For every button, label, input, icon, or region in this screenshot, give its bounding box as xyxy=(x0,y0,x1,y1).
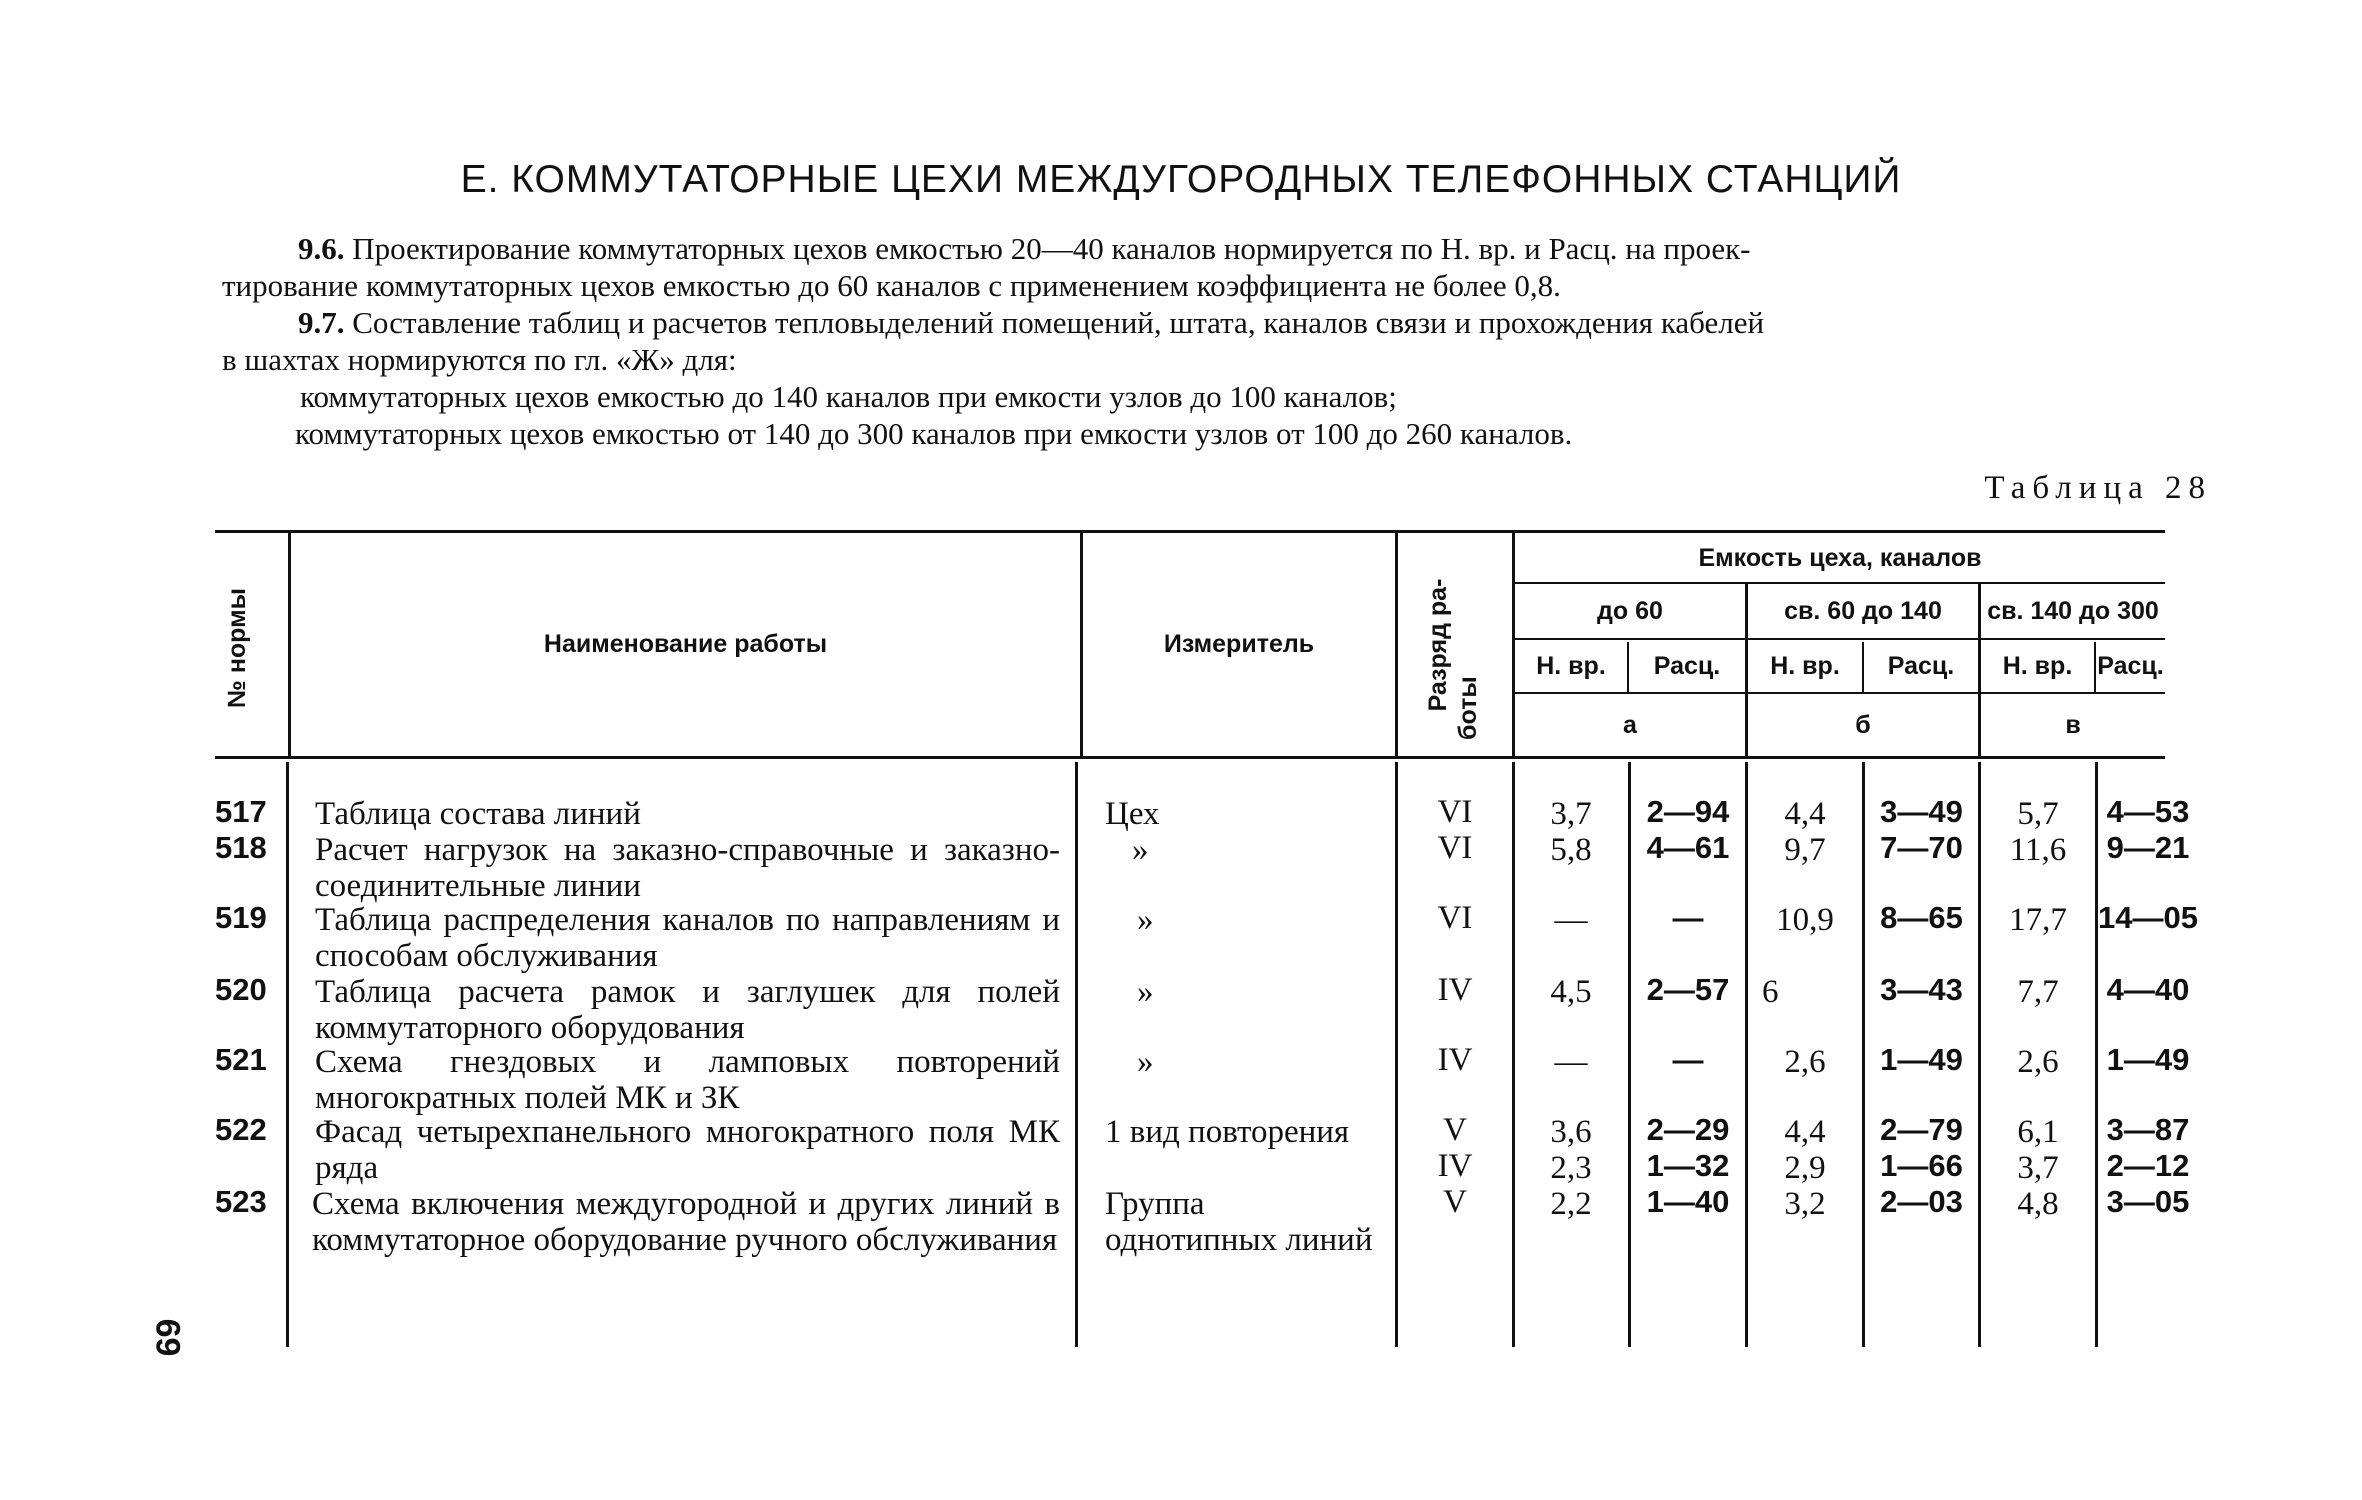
row-measure: » xyxy=(1137,1044,1154,1080)
row-c-nvr: 5,7 xyxy=(2017,796,2059,832)
para-9-7-line4: коммутаторных цехов емкостью от 140 до 300 каналов при емкости узлов от 100 до 260 каналов. xyxy=(295,416,1573,451)
para-9-7-line1 xyxy=(298,304,1764,341)
row-a-nvr: 3,6 xyxy=(1550,1114,1592,1150)
row-c-rasc-2: 2—12 xyxy=(2106,1148,2190,1183)
header-group-a: до 60 xyxy=(1597,596,1663,625)
row-a-nvr: 3,7 xyxy=(1550,796,1592,832)
row-c-rasc: 3—05 xyxy=(2106,1184,2190,1219)
row-grade: VI xyxy=(1437,830,1473,866)
row-a-rasc: 4—61 xyxy=(1646,830,1730,865)
header-a-rasc: Расц. xyxy=(1653,651,1721,680)
row-a-nvr: 4,5 xyxy=(1550,974,1592,1010)
header-letter-c: в xyxy=(2065,710,2081,739)
row-grade: V xyxy=(1443,1112,1467,1148)
row-measure: 1 вид повторения xyxy=(1105,1114,1350,1150)
para-9-7-number: 9.7. xyxy=(298,305,345,340)
header-work-name: Наименование работы xyxy=(543,630,828,658)
row-b-nvr: 9,7 xyxy=(1784,832,1826,868)
row-c-rasc: 4—53 xyxy=(2106,794,2190,829)
para-9-6-line2: тирование коммутаторных цехов емкостью до 60 каналов с применением коэффициента не более 0,8. xyxy=(222,268,1561,303)
row-a-rasc: 1—40 xyxy=(1646,1184,1730,1219)
hdr-vline-3 xyxy=(1395,533,1398,756)
para-9-6-number: 9.6. xyxy=(298,231,345,266)
row-a-rasc: — xyxy=(1672,900,1704,935)
row-c-nvr: 7,7 xyxy=(2017,974,2059,1010)
header-group-b: св. 60 до 140 xyxy=(1784,596,1942,625)
row-a-rasc: 2—94 xyxy=(1646,794,1730,829)
row-b-rasc-2: 1—66 xyxy=(1880,1148,1963,1183)
row-norm: 520 xyxy=(215,972,267,1007)
row-c-nvr: 17,7 xyxy=(2009,902,2067,938)
row-c-rasc: 9—21 xyxy=(2106,830,2190,865)
row-grade: IV xyxy=(1437,972,1473,1008)
para-9-7-line3: коммутаторных цехов емкостью до 140 каналов при емкости узлов до 100 каналов; xyxy=(300,379,1397,414)
row-b-rasc: 2—79 xyxy=(1880,1112,1963,1147)
row-b-rasc: 3—49 xyxy=(1880,794,1963,829)
header-letter-a: а xyxy=(1623,710,1637,739)
row-b-nvr: 4,4 xyxy=(1784,1114,1826,1150)
row-norm: 521 xyxy=(215,1042,267,1077)
section-heading: Е. КОММУТАТОРНЫЕ ЦЕХИ МЕЖДУГОРОДНЫХ ТЕЛЕФОННЫХ СТАНЦИЙ xyxy=(460,158,1902,201)
row-measure: Группа однотипных линий xyxy=(1105,1186,1373,1258)
row-grade: V xyxy=(1443,1184,1467,1220)
row-a-nvr: — xyxy=(1554,902,1588,938)
row-b-nvr-2: 2,9 xyxy=(1784,1150,1826,1186)
row-c-nvr: 4,8 xyxy=(2017,1186,2059,1222)
row-grade: IV xyxy=(1437,1042,1473,1078)
row-b-nvr: 2,6 xyxy=(1784,1044,1826,1080)
header-grade-line1: Разряд ра- xyxy=(1424,578,1452,712)
row-a-nvr-2: 2,3 xyxy=(1550,1150,1592,1186)
row-b-nvr: 6 xyxy=(1762,974,1779,1010)
row-a-nvr: 2,2 xyxy=(1550,1186,1592,1222)
row-work: Расчет нагрузок на заказно-справочные и заказно-соединительные линии xyxy=(315,832,1060,904)
row-a-nvr: — xyxy=(1554,1044,1588,1080)
row-b-rasc: 3—43 xyxy=(1880,972,1963,1007)
row-b-rasc: 8—65 xyxy=(1880,900,1963,935)
row-c-nvr: 11,6 xyxy=(2009,832,2067,868)
row-c-nvr: 2,6 xyxy=(2017,1044,2059,1080)
para-9-7-line2: в шахтах нормируются по гл. «Ж» для: xyxy=(222,342,737,377)
row-c-nvr-2: 3,7 xyxy=(2017,1150,2059,1186)
row-work: Таблица состава линий xyxy=(315,796,641,832)
header-norm-number: № нормы xyxy=(223,588,251,708)
row-measure: » xyxy=(1137,902,1154,938)
row-b-nvr: 10,9 xyxy=(1776,902,1834,938)
row-work: Таблица распределения каналов по направлениям и способам обслуживания xyxy=(315,902,1060,974)
row-b-rasc: 1—49 xyxy=(1880,1042,1963,1077)
row-norm: 518 xyxy=(215,830,267,865)
table-label: Таблица 28 xyxy=(1984,470,2212,506)
header-measure: Измеритель xyxy=(1163,630,1315,658)
row-c-nvr: 6,1 xyxy=(2017,1114,2059,1150)
row-a-rasc-2: 1—32 xyxy=(1646,1148,1730,1183)
header-grade-line2: боты xyxy=(1454,676,1482,740)
row-work: Схема гнездовых и ламповых повторений многократных полей МК и ЗК xyxy=(315,1044,1060,1116)
body-vline-1 xyxy=(286,762,289,1347)
header-c-nvr: Н. вр. xyxy=(2002,651,2073,680)
header-b-nvr: Н. вр. xyxy=(1770,651,1840,680)
row-a-nvr: 5,8 xyxy=(1550,832,1592,868)
row-norm: 519 xyxy=(215,900,267,935)
row-grade: VI xyxy=(1437,794,1473,830)
table-header-bottom-rule xyxy=(215,756,2165,759)
header-capacity: Емкость цеха, каналов xyxy=(1698,544,1982,572)
para-9-7-text1: Составление таблиц и расчетов тепловыделений помещений, штата, каналов связи и прохождения кабелей xyxy=(352,305,1765,340)
row-norm: 517 xyxy=(215,794,267,829)
row-measure: Цех xyxy=(1105,796,1160,832)
row-b-rasc: 2—03 xyxy=(1880,1184,1963,1219)
header-group-c: св. 140 до 300 xyxy=(1987,596,2159,625)
row-a-rasc: 2—57 xyxy=(1646,972,1730,1007)
row-measure: » xyxy=(1132,832,1149,868)
header-grade xyxy=(1423,550,1483,740)
row-norm: 522 xyxy=(215,1112,267,1147)
row-b-rasc: 7—70 xyxy=(1880,830,1963,865)
row-work: Схема включения междугородной и других линий в коммутаторное оборудование ручного обслуживания xyxy=(312,1186,1060,1258)
row-b-nvr: 4,4 xyxy=(1784,796,1826,832)
header-letter-b: б xyxy=(1855,710,1871,739)
row-c-rasc: 14—05 xyxy=(2098,900,2198,935)
row-grade-2: IV xyxy=(1437,1148,1473,1184)
para-9-6-line1 xyxy=(298,230,1751,267)
row-c-rasc: 3—87 xyxy=(2106,1112,2190,1147)
para-9-6-text1: Проектирование коммутаторных цехов емкостью 20—40 каналов нормируется по Н. вр. и Расц. на проек- xyxy=(352,231,1751,266)
row-measure: » xyxy=(1137,974,1154,1010)
row-b-nvr: 3,2 xyxy=(1784,1186,1826,1222)
page-number: 69 xyxy=(148,1318,187,1357)
header-b-rasc: Расц. xyxy=(1887,651,1955,680)
row-work: Таблица расчета рамок и заглушек для полей коммутаторного оборудования xyxy=(315,974,1060,1046)
header-c-rasc: Расц. xyxy=(2097,651,2164,680)
row-a-rasc: — xyxy=(1672,1042,1704,1077)
row-work: Фасад четырехпанельного многократного поля МК ряда xyxy=(315,1114,1060,1186)
body-vline-2 xyxy=(1075,762,1078,1347)
header-a-nvr: Н. вр. xyxy=(1536,651,1606,680)
row-a-rasc: 2—29 xyxy=(1646,1112,1730,1147)
row-grade: VI xyxy=(1437,900,1473,936)
row-norm: 523 xyxy=(215,1184,267,1219)
row-c-rasc: 1—49 xyxy=(2106,1042,2190,1077)
row-c-rasc: 4—40 xyxy=(2106,972,2190,1007)
